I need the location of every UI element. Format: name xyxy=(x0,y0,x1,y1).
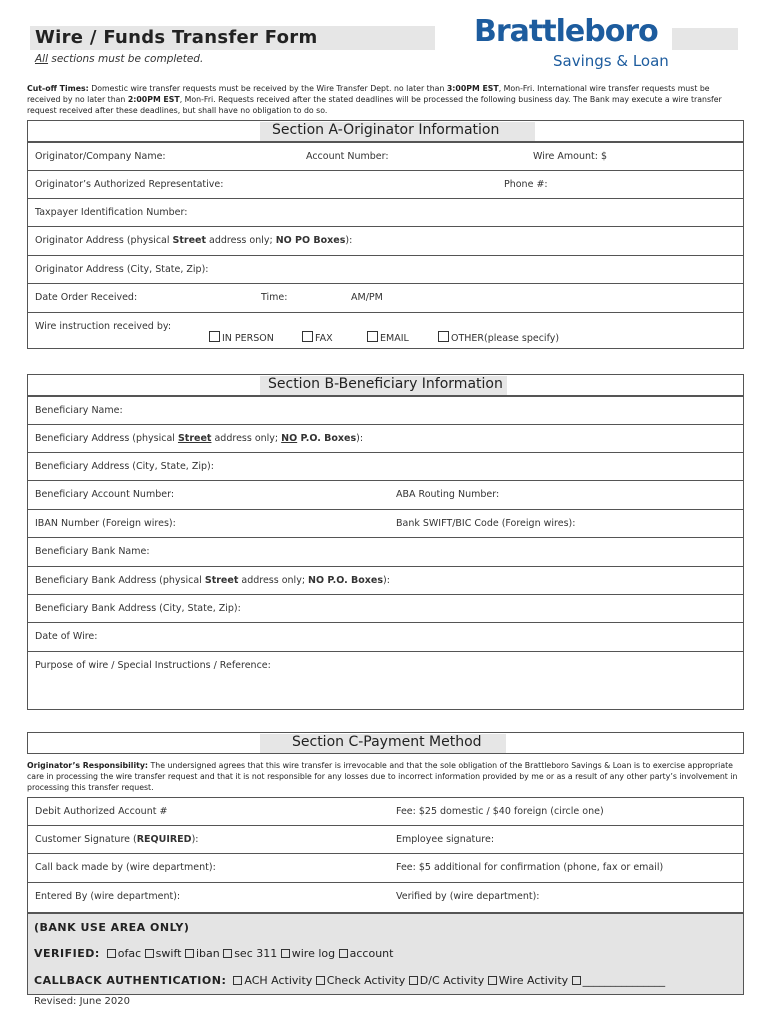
checkbox-icon xyxy=(185,949,194,958)
section-c-title: Section C-Payment Method xyxy=(292,734,482,750)
purpose-row[interactable]: Purpose of wire / Special Instructions / Reference: xyxy=(27,652,744,710)
checkbox-icon xyxy=(281,949,290,958)
callback-auth-line: CALLBACK AUTHENTICATION: ACH Activity Check Activity D/C Activity Wire Activity _______________ xyxy=(34,974,666,987)
checkbox-sec-311[interactable]: sec 311 xyxy=(223,947,277,960)
signature-row[interactable]: Customer Signature (REQUIRED): Employee signature: xyxy=(27,826,744,854)
bank-logo-subtitle: Savings & Loan xyxy=(553,52,669,70)
checkbox-wire-activity[interactable]: Wire Activity xyxy=(488,974,568,987)
callback-row[interactable]: Call back made by (wire department): Fee: $5 additional for confirmation (phone, fax or email) xyxy=(27,854,744,883)
originator-responsibility-note: Originator’s Responsibility: The undersigned agrees that this wire transfer is irrevocable and that the sole obligation of the Brattleboro Savings & Loan is to exercise appropriate care in processing the wire transfer request and that it is not responsible for any losses due to incorrect information provided by me or as a result of any other party’s involvement in processing this transfer request. xyxy=(27,761,738,792)
date-received-row[interactable]: Date Order Received: Time: AM/PM xyxy=(27,284,744,313)
checkbox-check-activity[interactable]: Check Activity xyxy=(316,974,405,987)
originator-company-row[interactable]: Originator/Company Name: Account Number: Wire Amount: $ xyxy=(27,142,744,171)
form-title: Wire / Funds Transfer Form xyxy=(35,27,318,48)
checkbox-icon xyxy=(209,331,220,342)
checkbox-icon xyxy=(488,976,497,985)
beneficiary-name-row[interactable]: Beneficiary Name: xyxy=(27,396,744,425)
checkbox-icon xyxy=(223,949,232,958)
verified-line: VERIFIED: ofac swift iban sec 311 wire log account xyxy=(34,947,394,960)
beneficiary-city-row[interactable]: Beneficiary Address (City, State, Zip): xyxy=(27,453,744,481)
checkbox-iban[interactable]: iban xyxy=(185,947,220,960)
bank-use-area xyxy=(27,913,744,995)
cutoff-times-note: Cut-off Times: Domestic wire transfer requests must be received by the Wire Transfer Dept. no later than 3:00PM EST, Mon-Fri. International wire transfer requests must be received by no later than 2:00PM EST, Mon-Fri. Requests received after the stated deadlines will be processed the following business day. The Bank may execute a wire transfer request received after these deadlines, but shall have no obligation to do so. xyxy=(27,84,722,115)
checkbox-icon xyxy=(438,331,449,342)
entered-by-row[interactable]: Entered By (wire department): Verified by (wire department): xyxy=(27,883,744,913)
checkbox-icon xyxy=(145,949,154,958)
section-a-title: Section A-Originator Information xyxy=(272,122,500,138)
logo-bar xyxy=(672,28,738,50)
checkbox-icon xyxy=(302,331,313,342)
section-a-header xyxy=(27,120,744,142)
revised-date: Revised: June 2020 xyxy=(34,996,131,1007)
form-subtitle: All sections must be completed. xyxy=(35,53,204,65)
checkbox-swift[interactable]: swift xyxy=(145,947,182,960)
checkbox-icon xyxy=(339,949,348,958)
bank-logo: Brattleboro xyxy=(474,14,658,49)
checkbox-icon xyxy=(409,976,418,985)
checkbox-wire-log[interactable]: wire log xyxy=(281,947,335,960)
checkbox-icon xyxy=(367,331,378,342)
date-of-wire-row[interactable]: Date of Wire: xyxy=(27,623,744,652)
bank-name-row[interactable]: Beneficiary Bank Name: xyxy=(27,538,744,567)
checkbox-email[interactable]: EMAIL xyxy=(367,331,409,344)
checkbox-account[interactable]: account xyxy=(339,947,394,960)
checkbox-icon xyxy=(572,976,581,985)
section-c-header xyxy=(27,732,744,754)
checkbox-other[interactable]: OTHER(please specify) xyxy=(438,331,559,344)
checkbox-other-activity[interactable]: _______________ xyxy=(572,974,666,987)
originator-city-row[interactable]: Originator Address (City, State, Zip): xyxy=(27,256,744,284)
beneficiary-address-row[interactable]: Beneficiary Address (physical Street address only; NO P.O. Boxes): xyxy=(27,425,744,453)
beneficiary-account-row[interactable]: Beneficiary Account Number: ABA Routing Number: xyxy=(27,481,744,510)
checkbox-dc-activity[interactable]: D/C Activity xyxy=(409,974,485,987)
checkbox-icon xyxy=(107,949,116,958)
section-b-header xyxy=(27,374,744,396)
checkbox-icon xyxy=(316,976,325,985)
section-b-title: Section B-Beneficiary Information xyxy=(268,376,503,392)
iban-row[interactable]: IBAN Number (Foreign wires): Bank SWIFT/BIC Code (Foreign wires): xyxy=(27,510,744,538)
instruction-received-row: Wire instruction received by: IN PERSON FAX EMAIL OTHER(please specify) xyxy=(27,313,744,349)
checkbox-icon xyxy=(233,976,242,985)
checkbox-ofac[interactable]: ofac xyxy=(107,947,141,960)
checkbox-in-person[interactable]: IN PERSON xyxy=(209,331,274,344)
checkbox-ach-activity[interactable]: ACH Activity xyxy=(233,974,312,987)
originator-address-row[interactable]: Originator Address (physical Street address only; NO PO Boxes): xyxy=(27,227,744,256)
bank-use-title: (BANK USE AREA ONLY) xyxy=(34,921,190,934)
debit-account-row[interactable]: Debit Authorized Account # Fee: $25 domestic / $40 foreign (circle one) xyxy=(27,797,744,826)
bank-address-row[interactable]: Beneficiary Bank Address (physical Street address only; NO P.O. Boxes): xyxy=(27,567,744,595)
taxpayer-id-row[interactable]: Taxpayer Identification Number: xyxy=(27,199,744,227)
authorized-rep-row[interactable]: Originator’s Authorized Representative: Phone #: xyxy=(27,171,744,199)
bank-city-row[interactable]: Beneficiary Bank Address (City, State, Zip): xyxy=(27,595,744,623)
checkbox-fax[interactable]: FAX xyxy=(302,331,333,344)
